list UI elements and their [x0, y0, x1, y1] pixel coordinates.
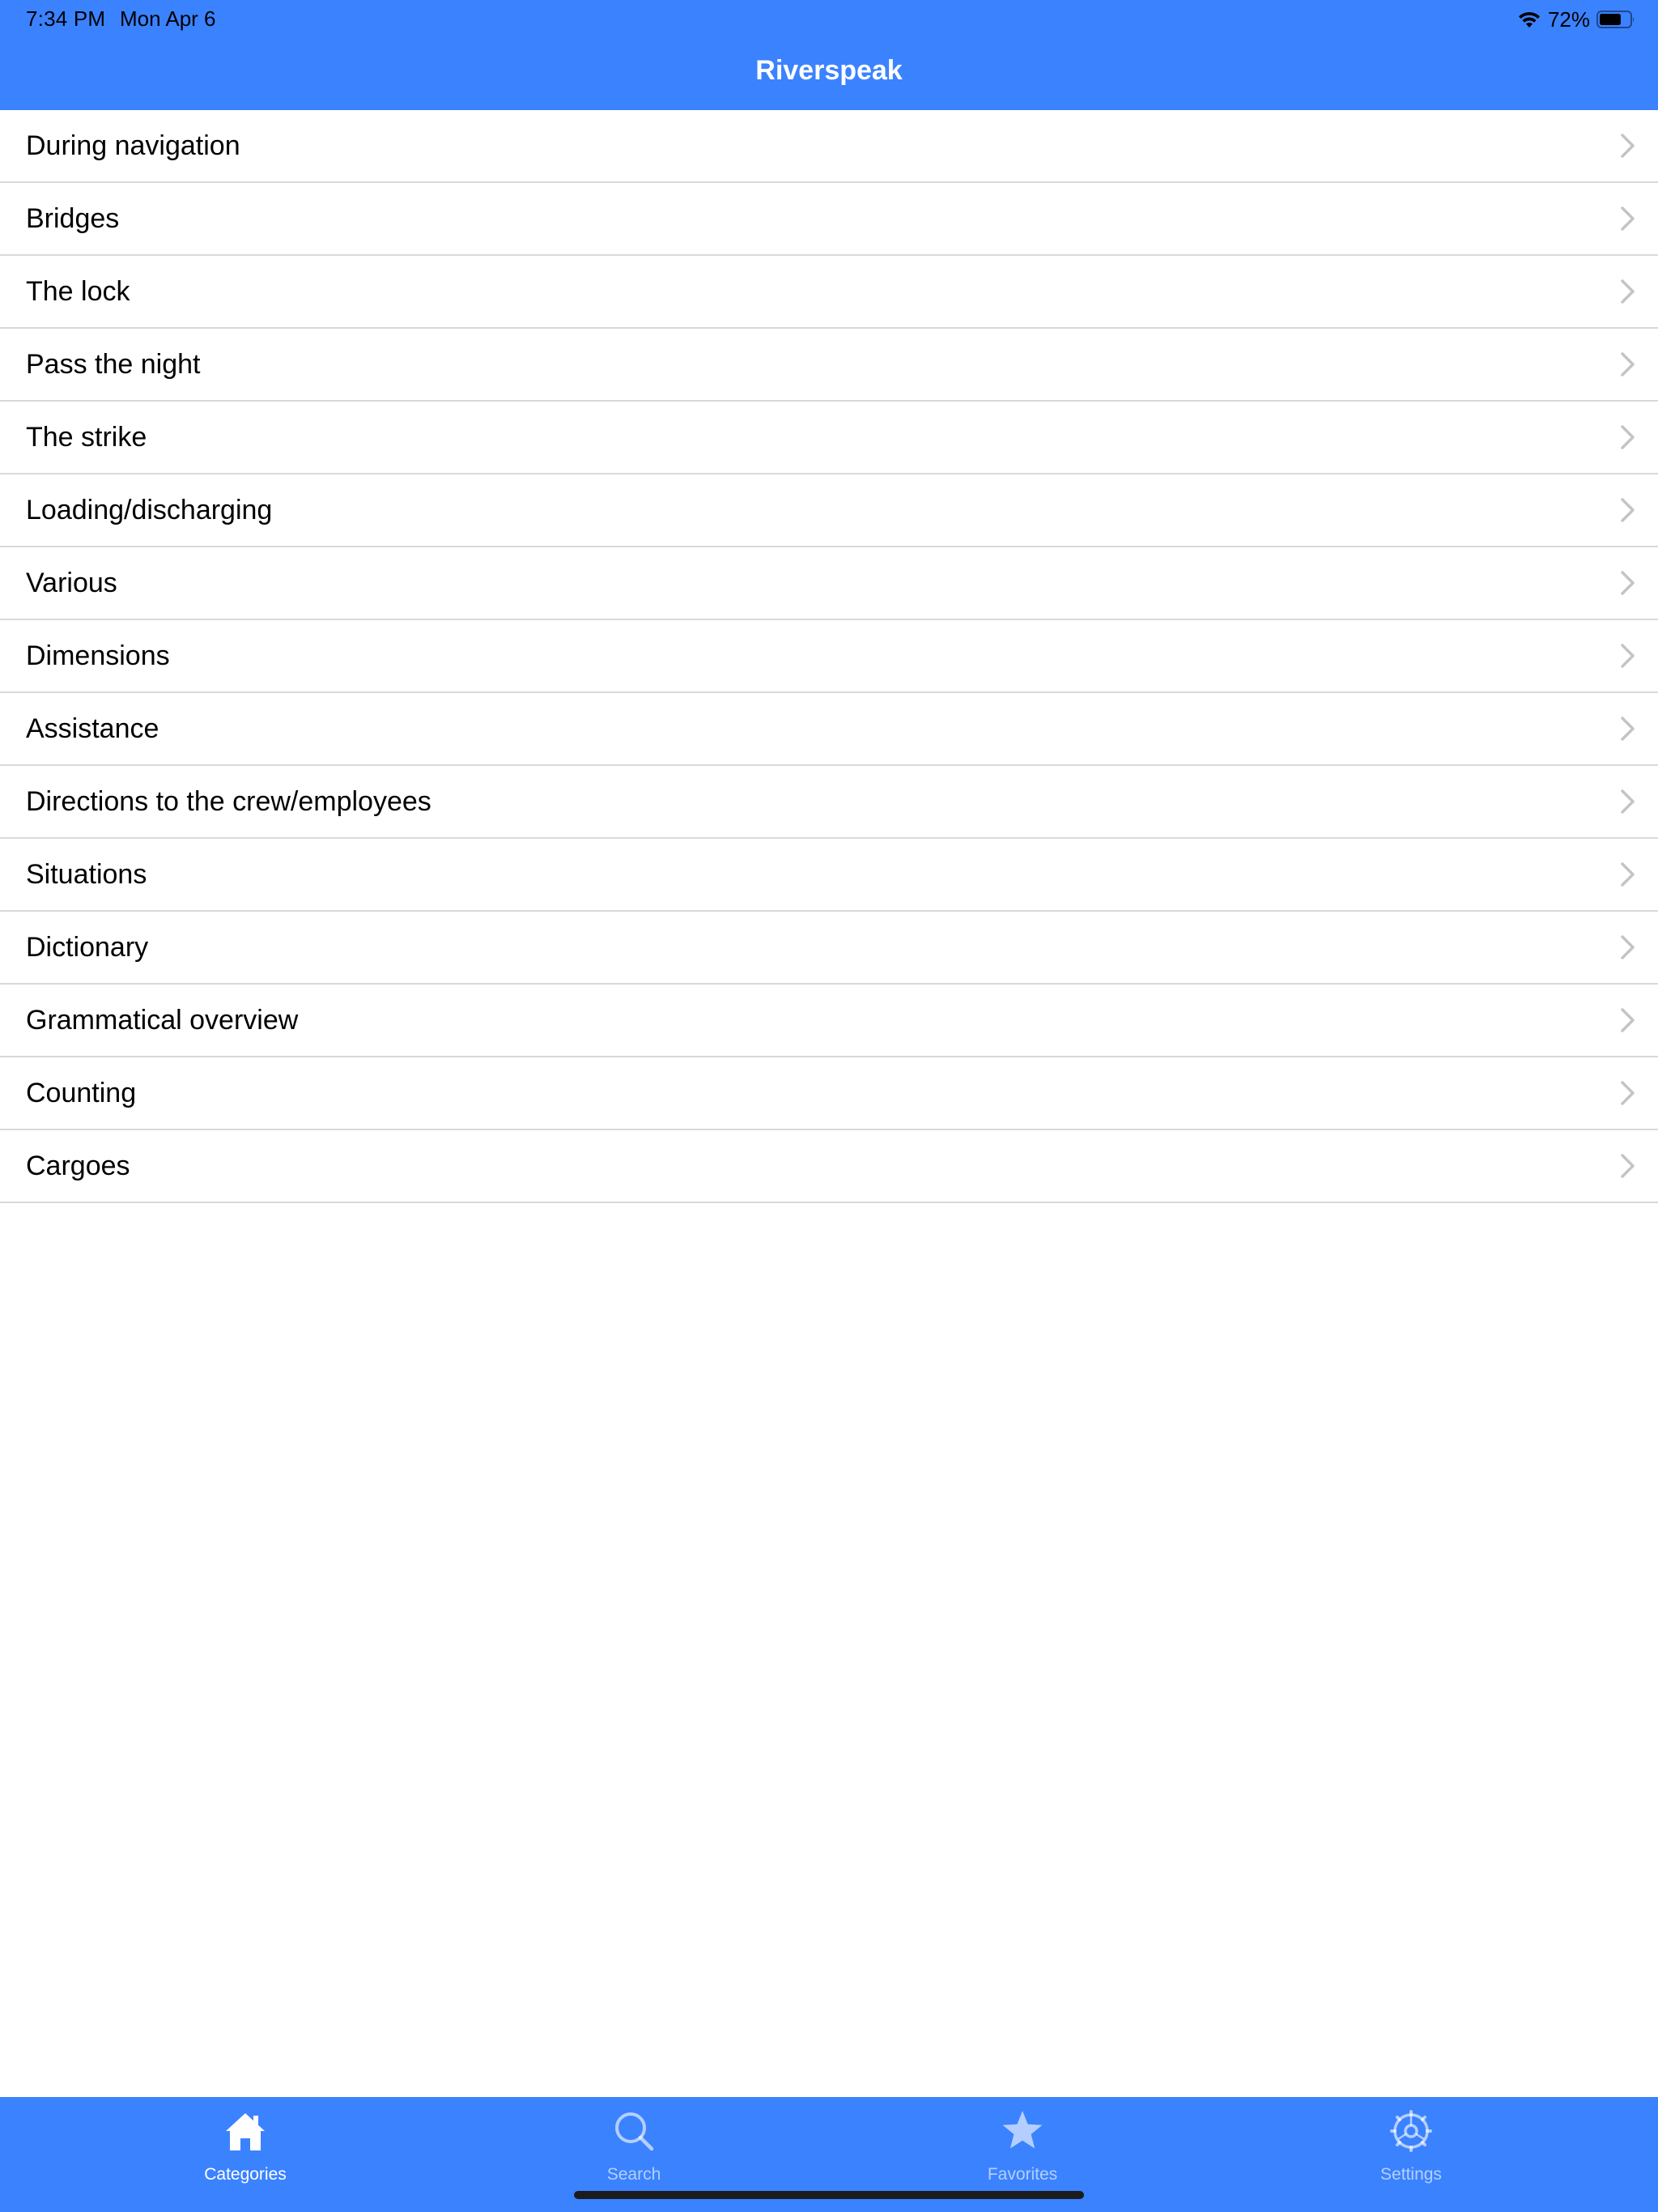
list-item[interactable]	[0, 110, 1658, 183]
battery-percentage: 72%	[1547, 6, 1590, 32]
tab-label: Settings	[1380, 2165, 1442, 2184]
chevron-right-icon	[1619, 423, 1637, 451]
list-item-label: Dimensions	[26, 640, 170, 671]
navigation-bar	[0, 0, 1658, 110]
list-item-label: Dictionary	[26, 931, 149, 963]
chevron-right-icon	[1619, 496, 1637, 524]
star-icon	[1000, 2108, 1045, 2154]
chevron-right-icon	[1619, 642, 1637, 670]
list-item[interactable]	[0, 693, 1658, 766]
chevron-right-icon	[1619, 1006, 1637, 1034]
chevron-right-icon	[1619, 205, 1637, 232]
list-item-label: Directions to the crew/employees	[26, 785, 432, 817]
battery-icon	[1596, 10, 1635, 29]
list-item[interactable]	[0, 474, 1658, 547]
chevron-right-icon	[1619, 715, 1637, 742]
list-item-label: Pass the night	[26, 348, 201, 380]
list-item[interactable]	[0, 1057, 1658, 1130]
tab-label: Categories	[204, 2165, 287, 2184]
tab-categories[interactable]	[51, 2097, 440, 2212]
chevron-right-icon	[1619, 788, 1637, 815]
list-item[interactable]	[0, 547, 1658, 620]
chevron-right-icon	[1619, 861, 1637, 888]
list-item[interactable]	[0, 1130, 1658, 1203]
list-item-label: During navigation	[26, 130, 240, 161]
chevron-right-icon	[1619, 934, 1637, 961]
list-item-label: Various	[26, 567, 117, 598]
list-item-label: Situations	[26, 858, 147, 890]
list-item-label: Cargoes	[26, 1150, 130, 1181]
list-item[interactable]	[0, 912, 1658, 985]
list-item[interactable]	[0, 985, 1658, 1057]
list-item-label: Counting	[26, 1077, 137, 1108]
list-item[interactable]	[0, 329, 1658, 402]
chevron-right-icon	[1619, 351, 1637, 378]
chevron-right-icon	[1619, 132, 1637, 160]
home-icon	[223, 2108, 268, 2154]
gear-icon	[1388, 2108, 1434, 2154]
chevron-right-icon	[1619, 1152, 1637, 1180]
search-icon	[611, 2108, 657, 2154]
list-item[interactable]	[0, 402, 1658, 474]
category-list	[0, 110, 1658, 1203]
list-item[interactable]	[0, 620, 1658, 693]
chevron-right-icon	[1619, 1079, 1637, 1107]
wifi-icon	[1517, 10, 1541, 29]
status-date: Mon Apr 6	[120, 6, 216, 31]
status-indicators	[1517, 5, 1635, 34]
list-item-label: Bridges	[26, 202, 120, 234]
page-title: Riverspeak	[755, 55, 903, 86]
list-item[interactable]	[0, 839, 1658, 912]
list-item[interactable]	[0, 766, 1658, 839]
list-item-label: The strike	[26, 421, 147, 453]
list-item-label: Assistance	[26, 713, 159, 744]
status-time: 7:34 PM	[26, 6, 106, 31]
list-item-label: Grammatical overview	[26, 1004, 299, 1036]
list-item-label: The lock	[26, 275, 130, 307]
list-item[interactable]	[0, 183, 1658, 256]
home-indicator	[574, 2191, 1084, 2199]
list-item[interactable]	[0, 256, 1658, 329]
list-item-label: Loading/discharging	[26, 494, 273, 525]
tab-label: Search	[606, 2165, 661, 2184]
tab-label: Favorites	[987, 2165, 1058, 2184]
chevron-right-icon	[1619, 569, 1637, 597]
chevron-right-icon	[1619, 278, 1637, 305]
tab-settings[interactable]	[1217, 2097, 1605, 2212]
